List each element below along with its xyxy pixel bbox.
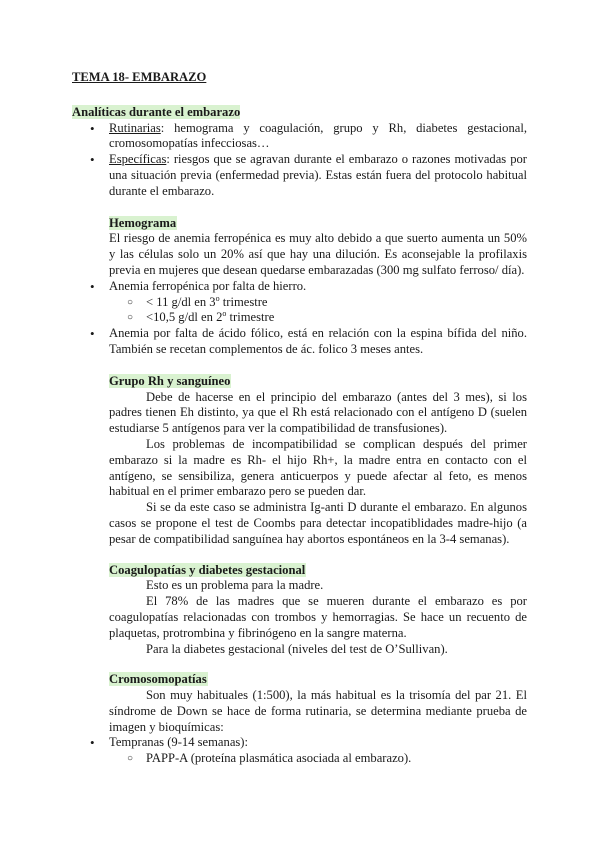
sub-list-item (72, 295, 527, 311)
paragraph: El 78% de las madres que se mueren durante el embarazo es por coagulopatías relacionadas con trombos y hemorragias. Se hace un recuento de plaquetas, protrombina y fibrinógeno en la sangre materna. (109, 594, 527, 640)
paragraph: Debe de hacerse en el principio del embarazo (antes del 3 mes), si los padres tienen Eh distinto, ya que el Rh está relacionado con el antígeno D (suelen estudiarse 5 antígenos para ver la compatibilidad de transfusiones). (109, 389, 527, 436)
section-heading-text: Hemograma (109, 215, 177, 230)
hemograma-list (72, 279, 527, 358)
item-text: : hemograma y coagulación, grupo y Rh, diabetes gestacional, cromosomopatías infecciosas… (109, 120, 527, 151)
item-text: : riesgos que se agravan durante el embarazo o razones motivadas por una situación previa (enfermedad previa). Estas están fuera del protocolo habitual durante el embarazo. (109, 152, 527, 198)
section-heading-cromosomopatias (109, 672, 527, 688)
document-page (72, 70, 527, 767)
spacer (72, 200, 527, 216)
paragraph: Los problemas de incompatibilidad se complican después del primer embarazo si la madre es Rh- el hijo Rh+, la madre entra en contacto con el antígeno, se sensibiliza, genera anticuerpos y puede afectar al feto, es menos habitual en el primer embarazo pero se pueden dar. (109, 436, 527, 499)
item-label: Específicas (109, 152, 167, 167)
analiticas-list (72, 121, 527, 200)
section-heading-text: Cromosomopatías (109, 672, 207, 687)
section-heading-text: Coagulopatías y diabetes gestacional (109, 562, 306, 577)
section-heading-analiticas (72, 105, 527, 121)
list-item: • Anemia por falta de ácido fólico, está en relación con la espina bífida del niño. También se recetan complementos de ác. folico 3 meses antes. (72, 326, 527, 358)
list-item: • Anemia ferropénica por falta de hierro. (72, 279, 527, 295)
paragraph: Son muy habituales (1:500), la más habitual es la trisomía del par 21. El síndrome de Down se hace de forma rutinaria, se determina mediante prueba de imagen y bioquímicas: (109, 688, 527, 734)
section-heading-coagulopatias (109, 563, 527, 579)
paragraph: Esto es un problema para la madre. (146, 578, 324, 593)
paragraph: Para la diabetes gestacional (niveles del test de O’Sullivan). (146, 641, 448, 656)
list-item-especificas (72, 152, 527, 199)
sub-item-text: trimestre (226, 310, 275, 325)
paragraph: Si se da este caso se administra Ig-anti D durante el embarazo. En algunos casos se propone el test de Coombs para detectar incopatiblidades madre-hijo (a pesar de compatibilidad sanguínea hay abortos espontáneos en la 3-4 semanas). (109, 500, 527, 546)
sub-item-text: < 11 g/dl en 3 (146, 294, 216, 309)
section-heading-hemograma (109, 216, 527, 232)
item-label: Rutinarias (109, 120, 161, 135)
sub-item-text: trimestre (219, 294, 268, 309)
hemograma-intro: El riesgo de anemia ferropénica es muy alto debido a que suerto aumenta un 50% y las células solo un 20% así que hay una dilución. Es aconsejable la profilaxis previa en mujeres que desean quedarse embarazadas (300 mg sulfato ferroso/ día). (109, 231, 527, 277)
section-heading-text: Grupo Rh y sanguíneo (109, 373, 231, 388)
section-heading-grupo (109, 374, 527, 390)
spacer (72, 358, 527, 374)
sub-list-item: ○ PAPP-A (proteína plasmática asociada al embarazo). (72, 751, 527, 767)
document-title: TEMA 18- EMBARAZO (72, 70, 207, 84)
cromo-list (72, 735, 527, 767)
sub-item-text: <10,5 g/dl en 2 (146, 310, 223, 325)
spacer (72, 548, 527, 563)
superscript: o (215, 293, 220, 303)
sub-list-item (72, 310, 527, 326)
section-heading-text: Analíticas durante el embarazo (72, 104, 241, 119)
list-item-rutinarias (72, 121, 527, 153)
spacer (72, 657, 527, 672)
list-item: • Tempranas (9-14 semanas): (72, 735, 527, 751)
superscript: o (222, 309, 227, 319)
